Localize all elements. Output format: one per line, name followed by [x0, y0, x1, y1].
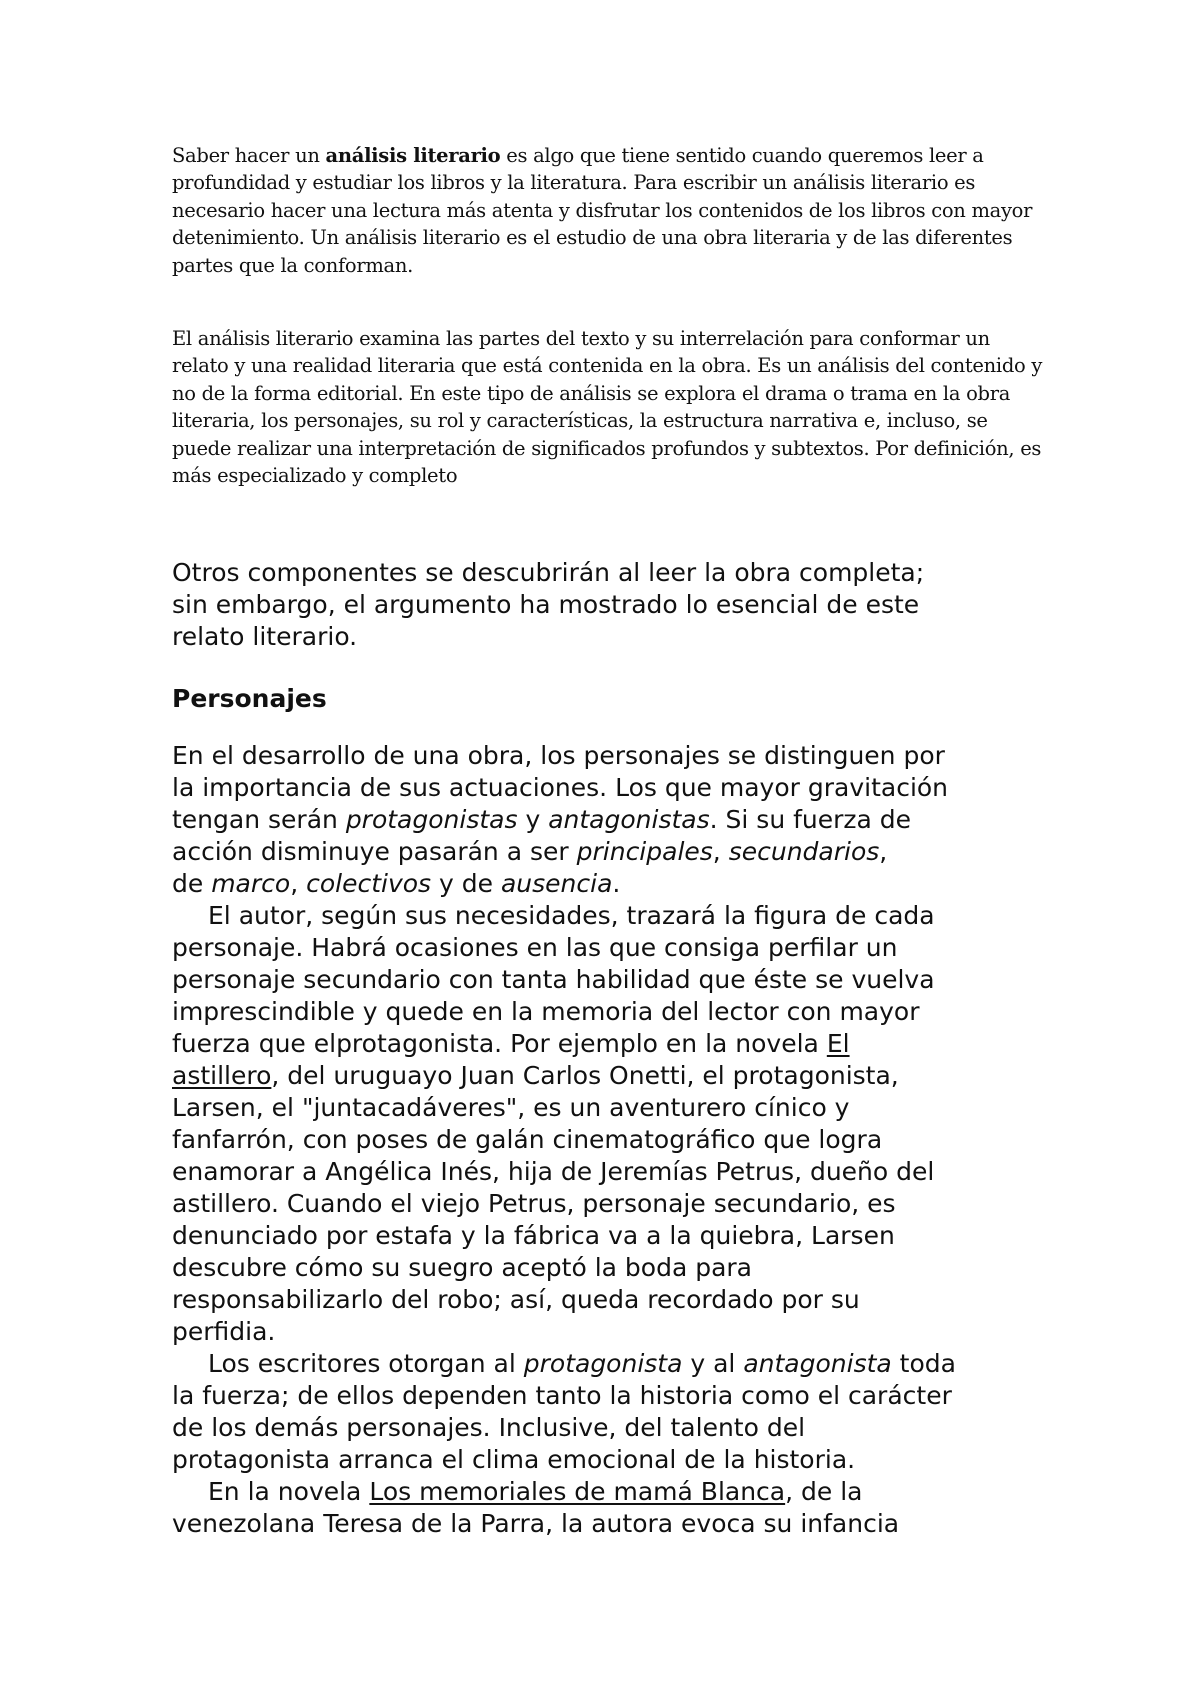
text-line: El autor, según sus necesidades, trazará la figura de cada	[208, 901, 935, 930]
text-line: fanfarrón, con poses de galán cinematográfico que logra	[172, 1125, 883, 1154]
text-line	[172, 1348, 1072, 1380]
italic-term: principales	[576, 837, 713, 866]
text-line: personaje secundario con tanta habilidad que éste se vuelva	[172, 965, 935, 994]
text-line: sin embargo, el argumento ha mostrado lo esencial de este	[172, 590, 920, 619]
italic-term: antagonistas	[548, 805, 710, 834]
text-line: responsabilizarlo del robo; así, queda recordado por su	[172, 1285, 860, 1314]
text-run: de	[172, 869, 212, 898]
personajes-section	[172, 740, 1072, 1540]
text-line	[172, 804, 1072, 836]
text-line: imprescindible y quede en la memoria del lector con mayor	[172, 997, 920, 1026]
text-line	[172, 836, 1072, 868]
italic-term: antagonista	[743, 1349, 892, 1378]
book-title-link[interactable]: astillero	[172, 1061, 272, 1090]
italic-term: secundarios	[728, 837, 880, 866]
text-run: y	[517, 805, 549, 834]
text-line: protagonista arranca el clima emocional de la historia.	[172, 1445, 856, 1474]
text-line: Otros componentes se descubrirán al leer la obra completa;	[172, 558, 925, 587]
text-line: astillero. Cuando el viejo Petrus, personaje secundario, es	[172, 1189, 896, 1218]
text-line	[172, 1060, 1072, 1092]
text-run: Los escritores otorgan al	[208, 1349, 524, 1378]
text-line: la importancia de sus actuaciones. Los que mayor gravitación	[172, 773, 949, 802]
text-run: acción disminuye pasarán a ser	[172, 837, 577, 866]
text-run: tengan serán	[172, 805, 346, 834]
intro-text: Saber hacer un	[172, 144, 326, 167]
text-run: ,	[290, 869, 307, 898]
text-run: , del uruguayo Juan Carlos Onetti, el protagonista,	[271, 1061, 899, 1090]
text-line: descubre cómo su suegro aceptó la boda para	[172, 1253, 752, 1282]
text-run: y al	[682, 1349, 744, 1378]
text-run: toda	[891, 1349, 956, 1378]
text-run: En la novela	[208, 1477, 370, 1506]
text-line: relato literario.	[172, 622, 358, 651]
text-line: de los demás personajes. Inclusive, del talento del	[172, 1413, 806, 1442]
section-heading: Personajes	[172, 684, 327, 713]
intro-text: es algo que tiene sentido cuando queremos leer a profundidad y estudiar los libros y la literatura. Para escribir un análisis literario es necesario hacer una lectura más atenta y disfrutar los contenidos de los libros con mayor detenimiento. Un análisis literario es el estudio de una obra literaria y de las diferentes partes que la conforman.	[172, 144, 1033, 277]
text-run: ,	[879, 837, 888, 866]
summary-paragraph	[172, 557, 1072, 653]
text-line	[172, 1476, 1072, 1508]
text-line: En el desarrollo de una obra, los personajes se distinguen por	[172, 741, 945, 770]
book-title-link[interactable]: El	[826, 1029, 850, 1058]
text-run: ,	[712, 837, 729, 866]
intro-paragraph-1	[172, 142, 1052, 279]
italic-term: protagonista	[523, 1349, 683, 1378]
text-line: perfidia.	[172, 1317, 276, 1346]
italic-term: marco	[211, 869, 291, 898]
text-line: venezolana Teresa de la Parra, la autora evoca su infancia	[172, 1509, 900, 1538]
text-line: denunciado por estafa y la fábrica va a la quiebra, Larsen	[172, 1221, 895, 1250]
text-line: Larsen, el "juntacadáveres", es un aventurero cínico y	[172, 1093, 850, 1122]
text-line: personaje. Habrá ocasiones en las que consiga perfilar un	[172, 933, 898, 962]
text-run: . Si su fuerza de	[709, 805, 912, 834]
text-run: y de	[431, 869, 501, 898]
italic-term: protagonistas	[345, 805, 518, 834]
text-run: .	[612, 869, 621, 898]
italic-term: colectivos	[306, 869, 432, 898]
italic-term: ausencia	[500, 869, 613, 898]
text-run: , de la	[785, 1477, 863, 1506]
text-line: la fuerza; de ellos dependen tanto la historia como el carácter	[172, 1381, 952, 1410]
intro-paragraph-2: El análisis literario examina las partes del texto y su interrelación para conformar un relato y una realidad literaria que está contenida en la obra. Es un análisis del contenido y no de la forma editorial. En este tipo de análisis se explora el drama o trama en la obra literaria, los personajes, su rol y características, la estructura narrativa e, incluso, se puede realizar una interpretación de significados profundos y subtextos. Por definición, es más especializado y completo	[172, 327, 1043, 488]
text-line	[172, 1028, 1072, 1060]
intro-bold-term: análisis literario	[325, 144, 501, 167]
text-line	[172, 868, 1072, 900]
book-title-link[interactable]: Los memoriales de mamá Blanca	[369, 1477, 786, 1506]
text-run: fuerza que elprotagonista. Por ejemplo en la novela	[172, 1029, 827, 1058]
text-line: enamorar a Angélica Inés, hija de Jeremías Petrus, dueño del	[172, 1157, 935, 1186]
